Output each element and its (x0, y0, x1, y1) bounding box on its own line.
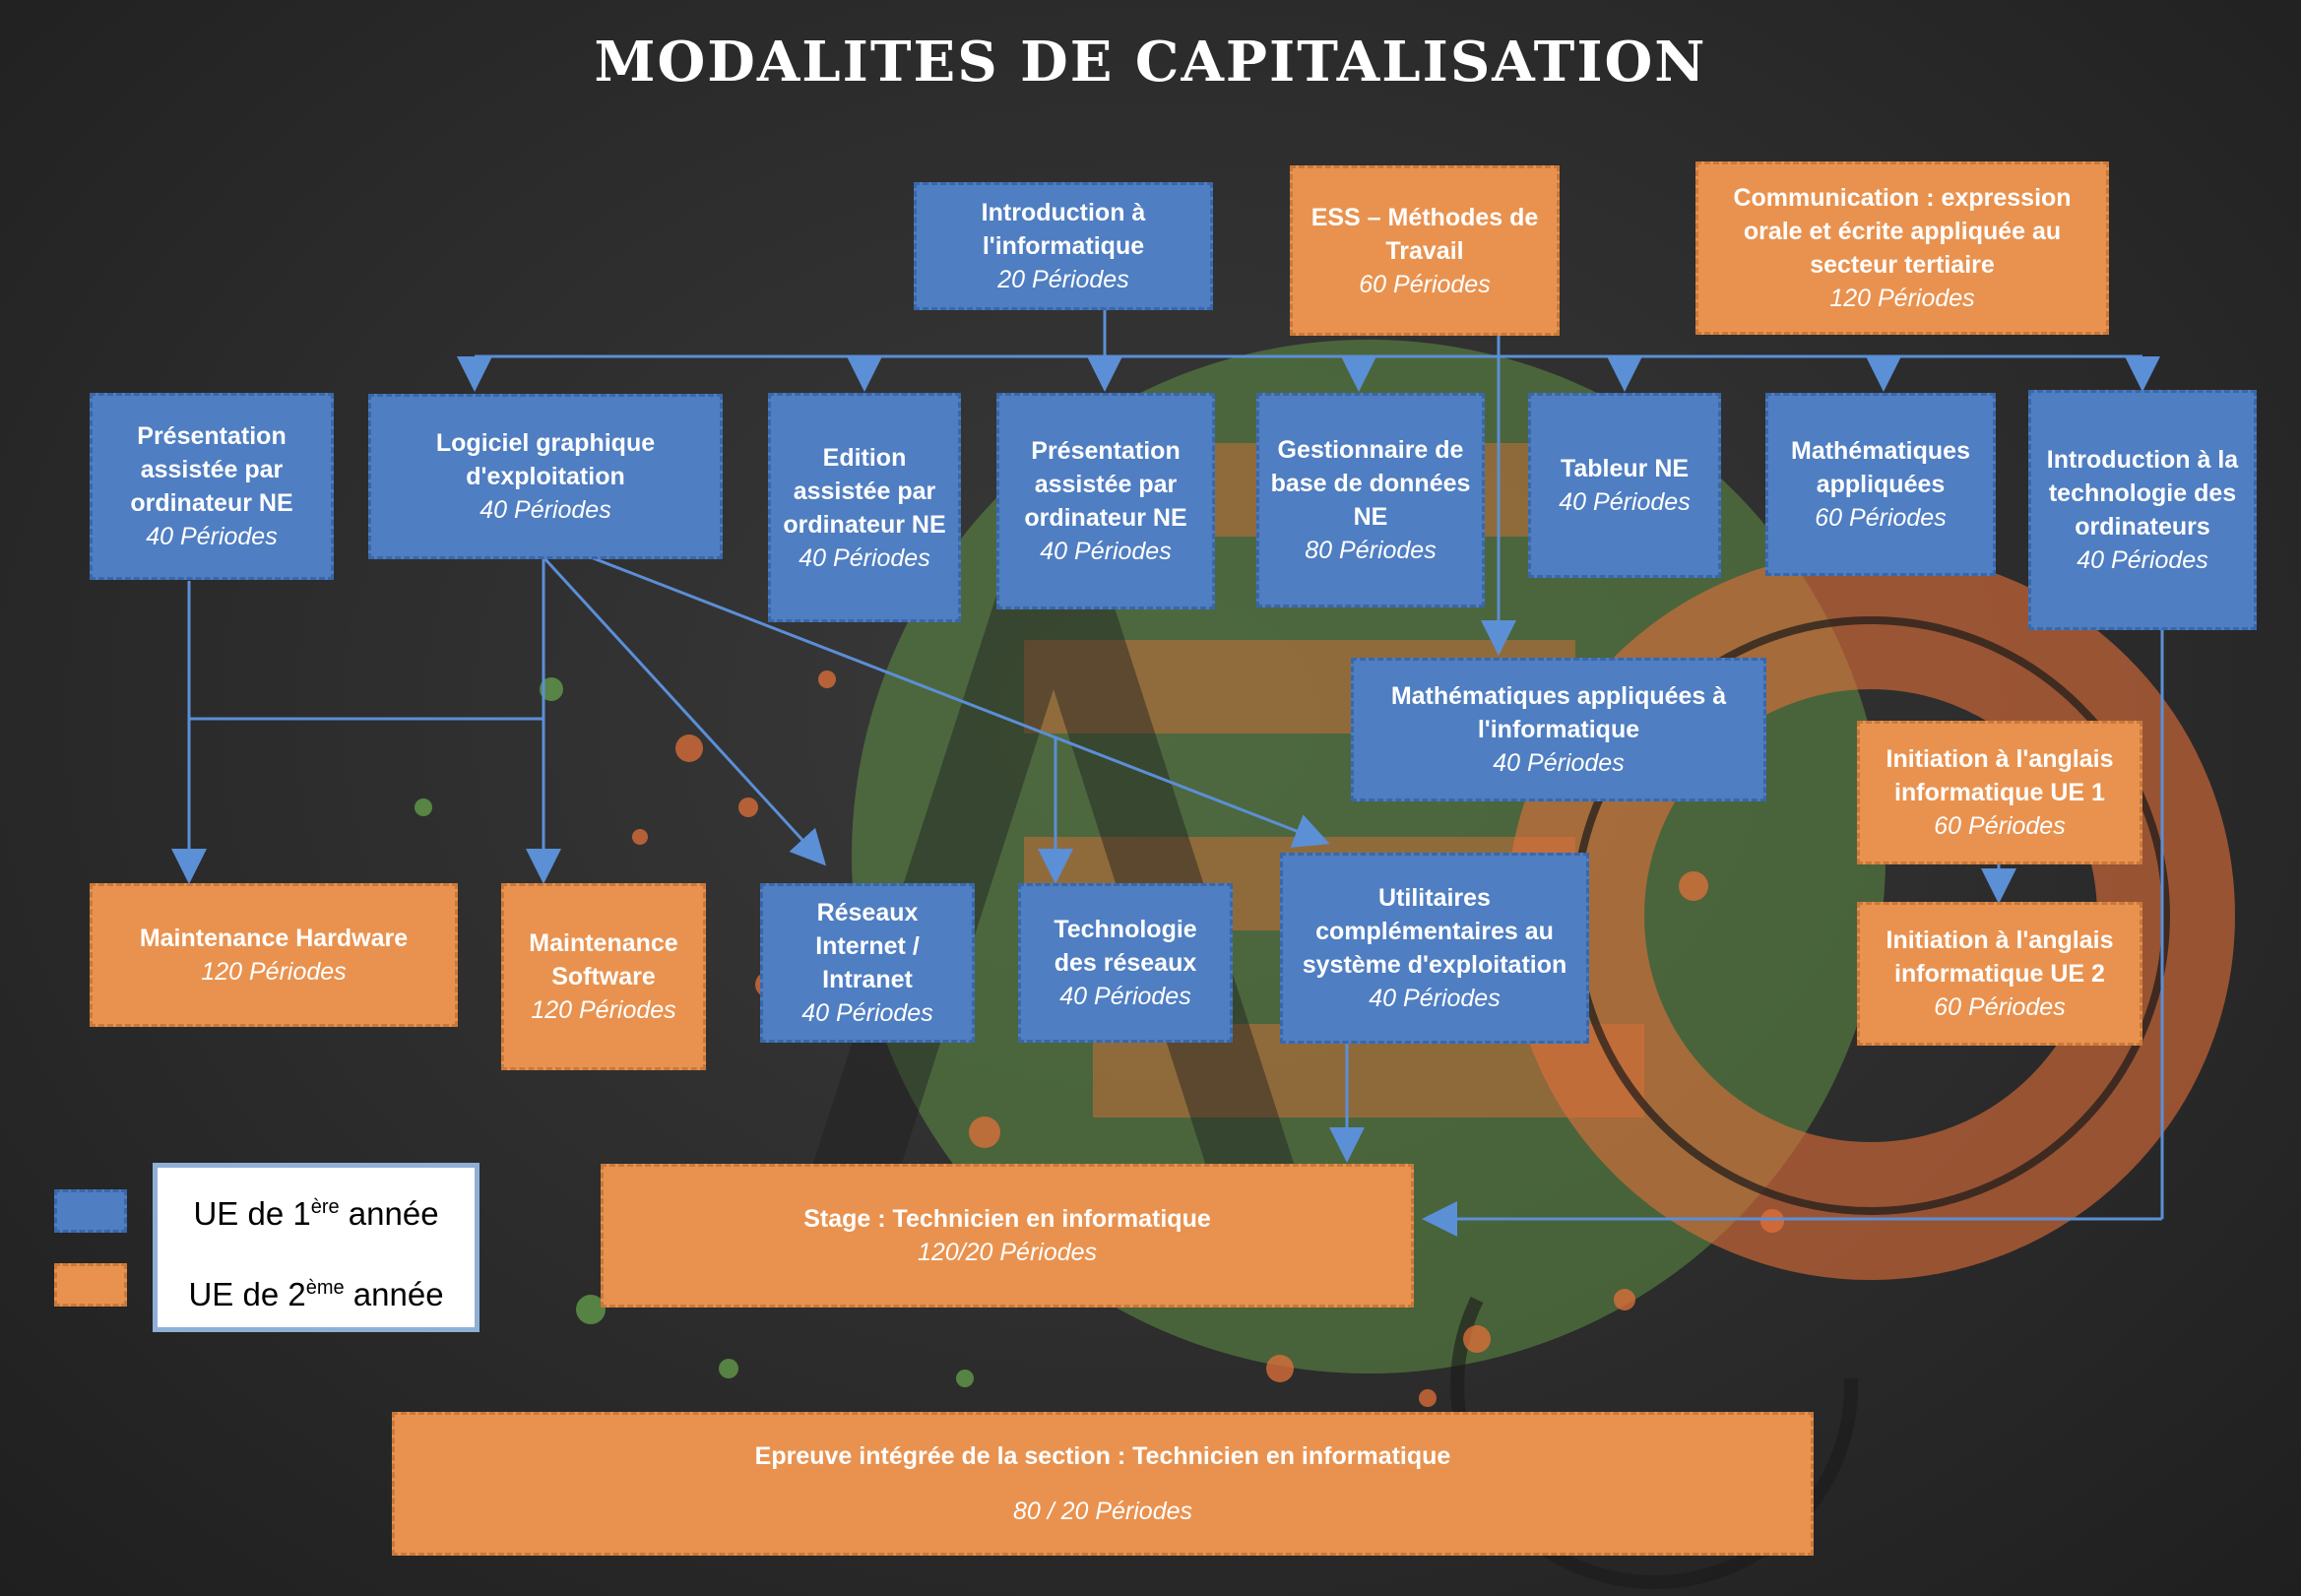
box-label: Gestionnaire de base de données NE (1270, 436, 1471, 531)
box-communication (1695, 161, 2109, 335)
box-maintenance-hardware (90, 883, 458, 1027)
box-periods: 40 Périodes (1493, 749, 1625, 777)
box-label: Communication : expression orale et écrite appliquée au secteur tertiaire (1733, 184, 2072, 279)
box-logiciel-graphique (368, 394, 723, 559)
legend-first-year (158, 1195, 475, 1233)
box-label: Stage : Technicien en informatique (803, 1205, 1211, 1233)
box-intro-informatique (914, 182, 1213, 310)
legend-swatch-second-year (54, 1263, 127, 1307)
box-label: Mathématiques appliquées à l'informatique (1390, 682, 1727, 743)
box-anglais-ue1 (1857, 721, 2142, 864)
box-label: Tableur NE (1560, 455, 1690, 482)
box-anglais-ue2 (1857, 902, 2142, 1046)
box-label: Initiation à l'anglais informatique UE 2 (1886, 926, 2114, 988)
box-label: ESS – Méthodes de Travail (1310, 203, 1539, 265)
box-label: Présentation assistée par ordinateur NE (1024, 437, 1187, 532)
legend-first-sup: ère (310, 1196, 340, 1218)
box-periods: 120 Périodes (531, 996, 676, 1024)
box-presentation-assistee-1 (90, 393, 334, 580)
box-label: Maintenance Hardware (139, 925, 409, 952)
box-periods: 60 Périodes (1815, 504, 1947, 532)
box-periods: 40 Périodes (801, 999, 933, 1027)
legend-second-prefix: UE de 2 (188, 1276, 306, 1312)
box-maintenance-software (501, 883, 706, 1070)
legend-first-prefix: UE de 1 (193, 1195, 311, 1232)
box-periods: 40 Périodes (2077, 546, 2208, 574)
box-label: Mathématiques appliquées (1791, 437, 1970, 498)
box-edition-assistee (768, 393, 961, 622)
box-label: Introduction à l'informatique (981, 199, 1146, 260)
box-label: Maintenance Software (529, 929, 678, 990)
box-math-informatique (1351, 658, 1766, 801)
box-label: Utilitaires complémentaires au système d'exploitation (1302, 884, 1567, 979)
legend (153, 1163, 479, 1332)
box-gestionnaire-bdd (1256, 393, 1485, 607)
page-title: MODALITES DE CAPITALISATION (594, 30, 1707, 95)
legend-second-year (158, 1276, 475, 1313)
box-periods: 40 Périodes (1040, 538, 1172, 565)
box-utilitaires (1280, 853, 1589, 1044)
box-periods: 60 Périodes (1934, 993, 2066, 1021)
legend-swatch-first-year (54, 1189, 127, 1233)
box-periods: 40 Périodes (1369, 985, 1501, 1012)
box-presentation-assistee-2 (996, 393, 1215, 609)
box-periods: 60 Périodes (1359, 270, 1491, 298)
box-periods: 40 Périodes (479, 496, 611, 524)
box-periods: 40 Périodes (146, 523, 278, 550)
box-periods: 80 / 20 Périodes (1012, 1498, 1193, 1525)
legend-first-suffix: année (339, 1195, 439, 1232)
box-periods: 120 Périodes (201, 958, 347, 986)
box-periods: 80 Périodes (1305, 537, 1437, 564)
box-stage (601, 1164, 1414, 1308)
box-periods: 60 Périodes (1934, 812, 2066, 840)
box-label: Technologie des réseaux (1054, 916, 1197, 977)
box-intro-technologie (2028, 390, 2257, 630)
box-technologie-reseaux (1018, 883, 1233, 1043)
legend-second-sup: ème (305, 1277, 345, 1299)
box-periods: 40 Périodes (1559, 488, 1691, 516)
box-epreuve-integree (392, 1412, 1814, 1556)
box-periods: 40 Périodes (1059, 983, 1191, 1010)
box-tableur (1528, 393, 1721, 578)
box-label: Initiation à l'anglais informatique UE 1 (1886, 745, 2114, 806)
legend-second-suffix: année (344, 1276, 444, 1312)
box-label: Logiciel graphique d'exploitation (435, 429, 656, 490)
box-ess-methodes (1290, 165, 1560, 336)
box-mathematiques-appliquees (1765, 393, 1996, 576)
box-label: Présentation assistée par ordinateur NE (130, 422, 293, 517)
box-periods: 40 Périodes (799, 543, 930, 572)
box-periods: 120/20 Périodes (917, 1239, 1098, 1266)
box-periods: 20 Périodes (997, 266, 1129, 293)
box-label: Introduction à la technologie des ordinateurs (2046, 446, 2239, 541)
box-reseaux-internet (760, 883, 975, 1043)
box-label: Edition assistée par ordinateur NE (783, 443, 946, 539)
box-label: Epreuve intégrée de la section : Technicien en informatique (754, 1442, 1451, 1470)
box-periods: 120 Périodes (1829, 285, 1975, 312)
box-label: Réseaux Internet / Intranet (815, 899, 920, 993)
